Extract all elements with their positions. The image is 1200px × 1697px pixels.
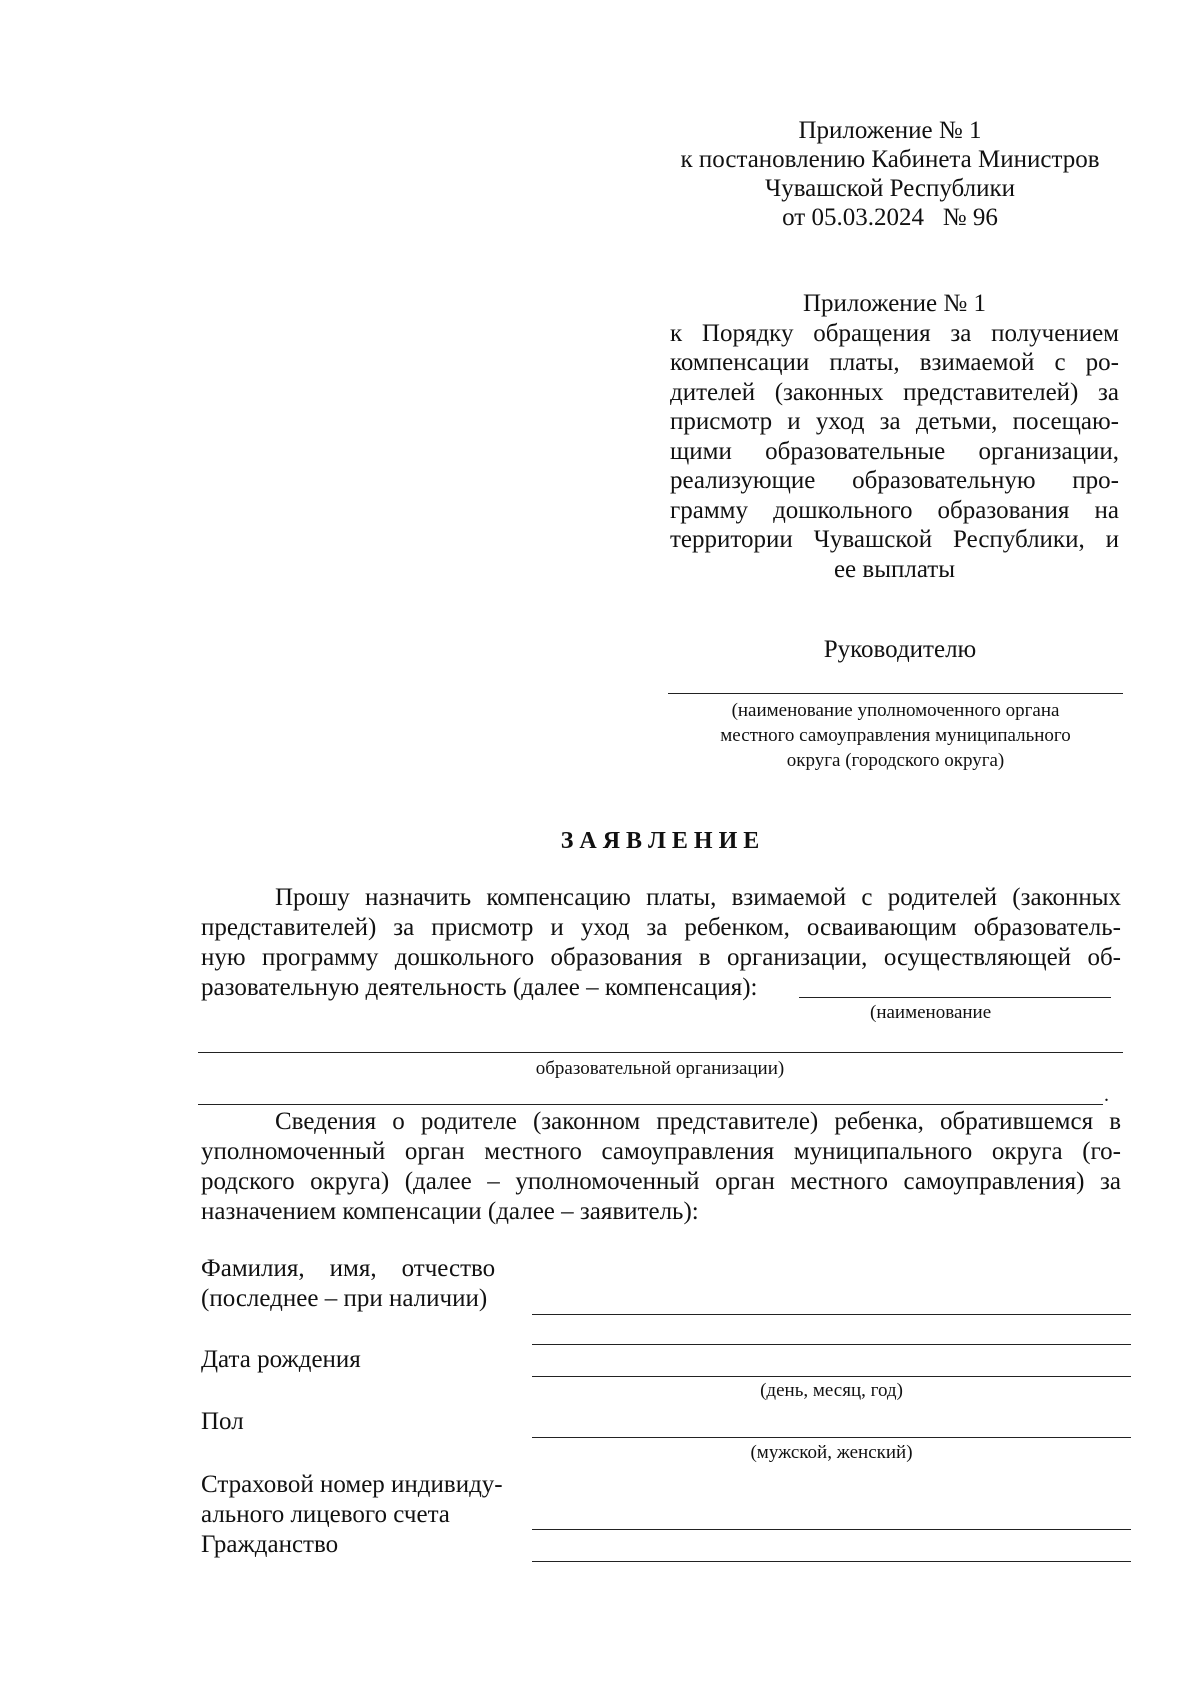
snils-label-line-1: Страховой номер индивиду- <box>201 1471 503 1498</box>
fio-label-line-1: Фамилия, имя, отчество <box>201 1255 496 1282</box>
appendix-header <box>660 116 1120 232</box>
procedure-line: территории Чувашской Республики, и <box>670 526 1119 553</box>
fio-field-line-1[interactable] <box>532 1314 1131 1315</box>
gender-hint: (мужской, женский) <box>750 1442 913 1463</box>
procedure-appendix <box>670 289 1119 584</box>
statement-paragraph-2 <box>201 1107 1121 1227</box>
snils-label-line-2: ального лицевого счета <box>201 1501 450 1528</box>
paragraph-2-line: уполномоченный орган местного самоуправления муниципального округа (го- <box>201 1138 1121 1165</box>
addressee-name-line[interactable] <box>668 693 1123 694</box>
gender-label: Пол <box>201 1408 244 1435</box>
org-name-line-1[interactable] <box>799 997 1111 998</box>
statement-paragraph-1 <box>201 883 1121 1003</box>
addressee-hint-line: местного самоуправления муниципального <box>720 725 1071 746</box>
procedure-line: реализующие образовательную про- <box>670 467 1119 494</box>
addressee-hint-line: округа (городского округа) <box>786 750 1005 771</box>
paragraph-2-line: Сведения о родителе (законном представителе) ребенка, обратившемся в <box>275 1108 1121 1135</box>
procedure-line: дителей (законных представителей) за <box>670 378 1119 406</box>
appendix-title: Приложение № 1 <box>798 117 982 144</box>
paragraph-1-line: ную программу дошкольного образования в организации, осуществляющей об- <box>201 944 1121 971</box>
statement-heading: З А Я В Л Е Н И Е <box>560 828 760 854</box>
procedure-line: присмотр и уход за детьми, посещаю- <box>670 408 1119 435</box>
fio-label-line-2: (последнее – при наличии) <box>201 1285 488 1312</box>
appendix-date-number: от 05.03.2024 № 96 <box>782 204 998 231</box>
appendix-resolution-line: к постановлению Кабинета Министров <box>680 146 1100 173</box>
fio-field-line-2[interactable] <box>532 1344 1131 1345</box>
procedure-appendix-body <box>670 319 1119 555</box>
paragraph-2-line: родского округа) (далее – уполномоченный орган местного самоуправления) за <box>201 1168 1121 1195</box>
birth-date-label: Дата рождения <box>201 1346 361 1373</box>
org-name-hint: (наименование <box>870 1002 992 1023</box>
addressee-hint <box>668 698 1123 773</box>
paragraph-2-last-line: назначением компенсации (далее – заявитель): <box>201 1198 699 1225</box>
org-name-line-2[interactable] <box>198 1052 1123 1053</box>
fio-label <box>201 1254 495 1314</box>
org-name-period: . <box>1104 1084 1109 1106</box>
procedure-appendix-title: Приложение № 1 <box>802 290 987 317</box>
paragraph-1-line: представителей) за присмотр и уход за ребенком, осваивающим образователь- <box>201 914 1121 941</box>
citizenship-field-line[interactable] <box>532 1561 1131 1562</box>
appendix-republic-line: Чувашской Республики <box>764 175 1016 202</box>
procedure-appendix-last: ее выплаты <box>833 555 956 583</box>
paragraph-1-line: Прошу назначить компенсацию платы, взимаемой с родителей (законных <box>275 884 1121 911</box>
org-name-line-3[interactable] <box>198 1104 1103 1105</box>
snils-field-line[interactable] <box>532 1529 1131 1530</box>
procedure-line: грамму дошкольного образования на <box>670 496 1119 524</box>
birth-date-field-line[interactable] <box>532 1376 1131 1377</box>
procedure-line: к Порядку обращения за получением <box>670 319 1119 347</box>
paragraph-1-last-line: разовательную деятельность (далее – компенсация): <box>201 974 758 1001</box>
birth-date-hint: (день, месяц, год) <box>760 1380 903 1401</box>
citizenship-label: Гражданство <box>201 1531 339 1558</box>
gender-field-line[interactable] <box>532 1437 1131 1438</box>
snils-label <box>201 1470 503 1560</box>
org-name-hint-2: образовательной организации) <box>535 1058 785 1079</box>
addressee-label: Руководителю <box>823 636 977 663</box>
addressee-hint-line: (наименование уполномоченного органа <box>731 700 1060 721</box>
procedure-line: компенсации платы, взимаемой с ро- <box>670 349 1119 376</box>
procedure-line: щими образовательные организации, <box>670 437 1119 465</box>
